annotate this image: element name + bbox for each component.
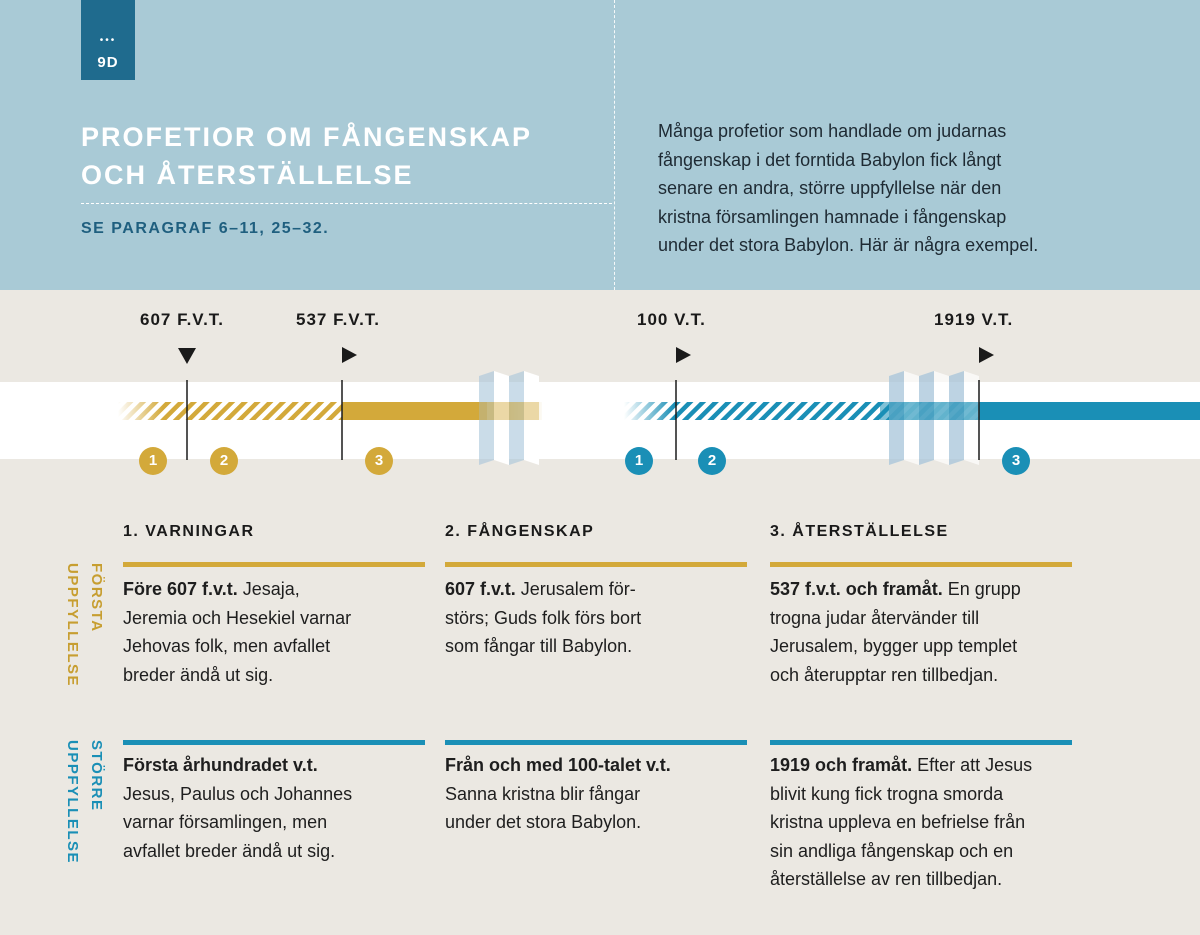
cell-line: varnar församlingen, men [123, 812, 328, 832]
greater-restoration-text [770, 751, 1085, 894]
paragraph-reference: SE PARAGRAF 6–11, 25–32. [81, 220, 330, 237]
cell-line: Jehovas folk, men avfallet [123, 636, 331, 656]
cell-bold-lead: 537 f.v.t. och framåt. [770, 579, 943, 599]
row-label-line: UPPFYLLELSE [64, 563, 81, 688]
cell-line: Jerusalem, bygger upp templet [770, 636, 1018, 656]
gold-marker-1: 1 [139, 447, 167, 475]
cell-line: Jesaja, [237, 579, 300, 599]
cell-line: blivit kung fick trogna smorda [770, 783, 1004, 804]
gold-marker-3: 3 [365, 447, 393, 475]
first-warnings-text [123, 575, 438, 689]
gold-divider [123, 562, 425, 567]
badge-label: 9D [97, 54, 119, 71]
column-heading-restoration: 3. ÅTERSTÄLLELSE [770, 523, 949, 540]
cell-line: trogna judar återvänder till [770, 607, 980, 628]
greater-warnings-text [123, 751, 438, 865]
cell-line: som fångar till Babylon. [445, 636, 633, 656]
cell-line: återställelse av ren tillbedjan. [770, 869, 1003, 889]
intro-line: kristna församlingen hamnade i fångenskap [658, 206, 1007, 227]
page-title [81, 118, 601, 194]
cell-line: Jeremia och Hesekiel varnar [123, 607, 352, 628]
date-607-bce: 607 F.V.T. [140, 310, 225, 329]
cell-bold-lead: 1919 och framåt. [770, 755, 913, 775]
blue-marker-2: 2 [698, 447, 726, 475]
page-badge [81, 0, 135, 80]
cell-bold-lead: Första århundradet v.t. [123, 755, 318, 775]
blue-divider [123, 740, 425, 745]
cell-line: breder ändå ut sig. [123, 664, 274, 685]
badge-dots: ••• [99, 35, 117, 46]
blue-solid-bar [979, 402, 1200, 420]
cell-line: Efter att Jesus [912, 755, 1033, 775]
cell-line: En grupp [942, 579, 1021, 599]
cell-line: Jesus, Paulus och Johannes [123, 783, 353, 804]
cell-bold-lead: Före 607 f.v.t. [123, 579, 238, 599]
cell-line: kristna uppleva en befrielse från [770, 812, 1026, 832]
blue-marker-1: 1 [625, 447, 653, 475]
cell-line: under det stora Babylon. [445, 812, 642, 832]
first-restoration-text [770, 575, 1085, 689]
intro-line: fångenskap i det forntida Babylon fick långt [658, 149, 1002, 170]
cell-line: och återupptar ren tillbedjan. [770, 664, 999, 685]
title-line-1: PROFETIOR OM FÅNGENSKAP [81, 122, 533, 152]
blue-divider [445, 740, 747, 745]
cell-bold-lead: Från och med 100-talet v.t. [445, 755, 671, 775]
blue-divider [770, 740, 1072, 745]
down-arrow-icon [178, 348, 196, 364]
intro-text [658, 117, 1128, 260]
cell-line: Jerusalem för- [515, 579, 636, 599]
gold-divider [445, 562, 747, 567]
right-arrow-icon [676, 347, 691, 363]
intro-line: Många profetior som handlade om judarnas [658, 121, 1007, 141]
title-line-2: OCH ÅTERSTÄLLELSE [81, 160, 414, 190]
date-1919-ce: 1919 V.T. [934, 310, 1014, 329]
row-label-line: STÖRRE [88, 740, 105, 812]
cell-line: sin andliga fångenskap och en [770, 840, 1014, 861]
column-heading-warnings: 1. VARNINGAR [123, 523, 255, 540]
right-arrow-icon [342, 347, 357, 363]
date-537-bce: 537 F.V.T. [296, 310, 381, 329]
column-heading-captivity: 2. FÅNGENSKAP [445, 523, 595, 540]
intro-line: under det stora Babylon. Här är några exempel. [658, 235, 1039, 255]
gold-marker-2: 2 [210, 447, 238, 475]
title-divider [81, 203, 612, 204]
row-label-line: UPPFYLLELSE [64, 740, 81, 865]
row-label-greater-fulfillment [60, 740, 108, 880]
gold-solid-bar [342, 402, 487, 420]
row-label-line: FÖRSTA [88, 563, 105, 633]
header-divider [614, 0, 615, 290]
gold-divider [770, 562, 1072, 567]
cell-line: avfallet breder ändå ut sig. [123, 840, 336, 861]
greater-captivity-text [445, 751, 760, 837]
blue-marker-3: 3 [1002, 447, 1030, 475]
cell-line: störs; Guds folk förs bort [445, 607, 642, 628]
row-label-first-fulfillment [60, 563, 108, 703]
cell-line: Sanna kristna blir fångar [445, 783, 641, 804]
intro-line: senare en andra, större uppfyllelse när den [658, 178, 1002, 198]
date-100-ce: 100 V.T. [637, 310, 706, 329]
right-arrow-icon [979, 347, 994, 363]
first-captivity-text [445, 575, 760, 661]
cell-bold-lead: 607 f.v.t. [445, 579, 516, 599]
